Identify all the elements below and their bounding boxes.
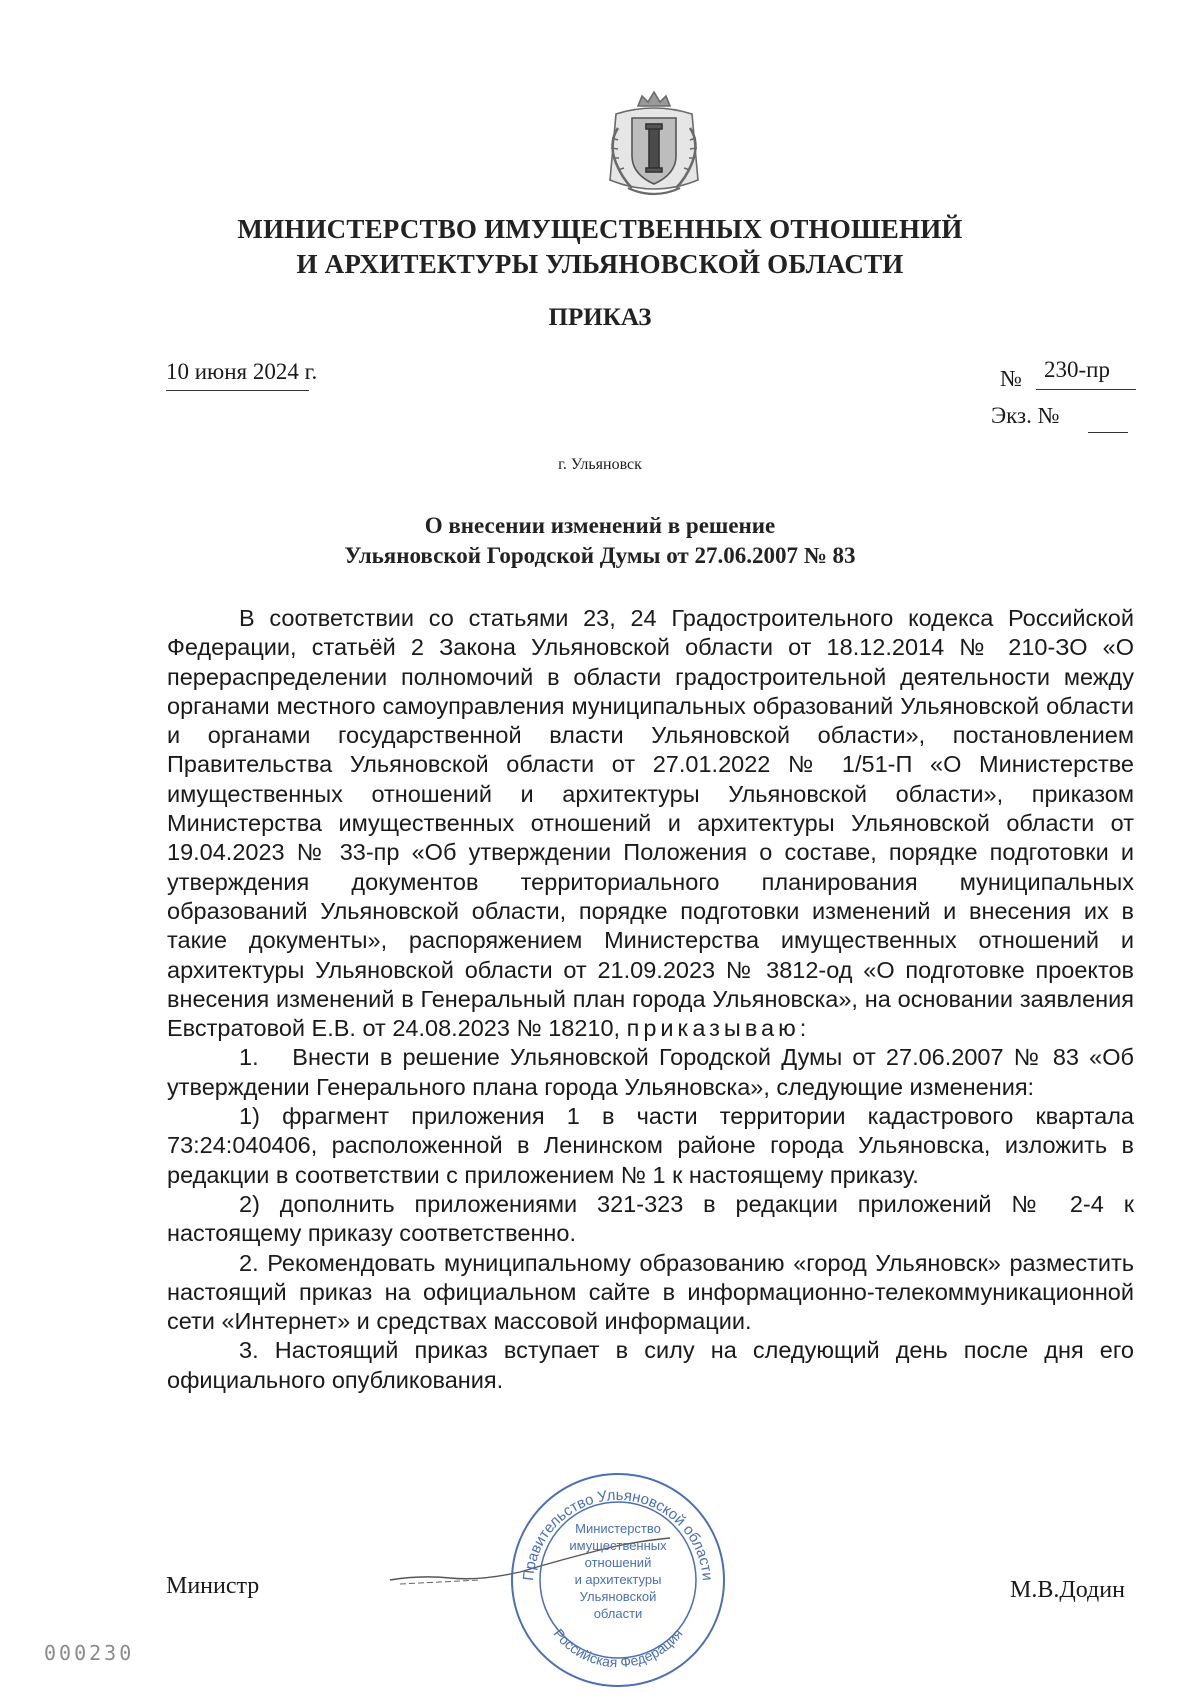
stamp-line-2: имущественных [569,1538,667,1553]
city: г. Ульяновск [558,456,642,473]
document-body [167,604,1134,1395]
preamble-paragraph [167,604,1134,1043]
stamp-line-5: Ульяновской [579,1589,657,1604]
official-stamp [503,1465,733,1695]
document-number: 230-пр [1044,357,1110,382]
order-word: приказываю: [626,1015,811,1042]
organization-name-line2: И АРХИТЕКТУРЫ УЛЬЯНОВСКОЙ ОБЛАСТИ [296,249,904,279]
stamp-line-6: области [593,1606,643,1621]
document-date: 10 июня 2024 г. [166,359,318,384]
item-2: 2. Рекомендовать муниципальному образованию «город Ульяновск» разместить настоящий приказ на официальном сайте в информационно-телекоммуникационной сети «Интернет» и средствах массовой информации. [167,1249,1134,1335]
document-title-line1: О внесении изменений в решение [424,513,776,538]
number-underline [1036,389,1136,390]
registration-number: 000230 [44,1641,135,1665]
date-underline [166,390,309,391]
stamp-outer-text: Правительство Ульяновской области [519,1486,716,1582]
signatory-position: Министр [166,1573,260,1599]
item-3: 3. Настоящий приказ вступает в силу на следующий день после дня его официального опубликования. [167,1337,1134,1393]
svg-text:Российская Федерация [550,1626,685,1671]
copy-number-underline [1088,432,1128,433]
document-type: ПРИКАЗ [548,304,652,331]
document-number-label: № [1000,366,1022,391]
stamp-line-1: Министерство [575,1521,661,1536]
stamp-line-4: и архитектуры [574,1572,662,1587]
coat-of-arms-icon [598,88,710,206]
copy-number-label: Экз. № [991,403,1060,428]
organization-name-line1: МИНИСТЕРСТВО ИМУЩЕСТВЕННЫХ ОТНОШЕНИЙ [237,214,963,244]
item-1-1: 1) фрагмент приложения 1 в части территории кадастрового квартала 73:24:040406, расположенной в Ленинском районе города Ульяновска, изложить в редакции в соответствии с приложением № 1 к настоящему приказу. [167,1103,1134,1188]
item-1-2: 2) дополнить приложениями 321-323 в редакции приложений № 2-4 к настоящему приказу соответственно. [167,1190,1134,1247]
preamble-text: В соответствии со статьями 23, 24 Градостроительного кодекса Российской Федерации, статьёй 2 Закона Ульяновской области от 18.12.2014 № 210-ЗО «О перераспределении полномочий в области градостроительной деятельности между органами местного самоуправления муниципальных образований Ульяновской области и органами государственной власти Ульяновской области», постановлением Правительства Ульяновской области от 27.01.2022 № 1/51-П «О Министерстве имущественных отношений и архитектуры Ульяновской области», приказом Министерства имущественных отношений и архитектуры Ульяновской области от 19.04.2023 № 33-пр «Об утверждении Положения о составе, порядке подготовки и утверждения документов территориального планирования муниципальных образований Ульяновской области, порядке подготовки изменений и внесения их в такие документы», распоряжением Министерства имущественных отношений и архитектуры Ульяновской области от 21.09.2023 № 3812-од «О подготовке проектов внесения изменений в Генеральный план города Ульяновска», на основании заявления Евстратовой Е.В. от 24.08.2023 № 18210, [167,605,1134,1042]
stamp-line-3: отношений [584,1555,652,1570]
item-1: 1. Внести в решение Ульяновской Городской Думы от 27.06.2007 № 83 «Об утверждении Генерального плана города Ульяновска», следующие изменения: [167,1044,1134,1100]
signatory-name: М.В.Додин [1010,1577,1125,1603]
stamp-bottom-text: Российская Федерация [550,1625,686,1671]
document-title-line2: Ульяновской Городской Думы от 27.06.2007 № 83 [344,543,856,568]
